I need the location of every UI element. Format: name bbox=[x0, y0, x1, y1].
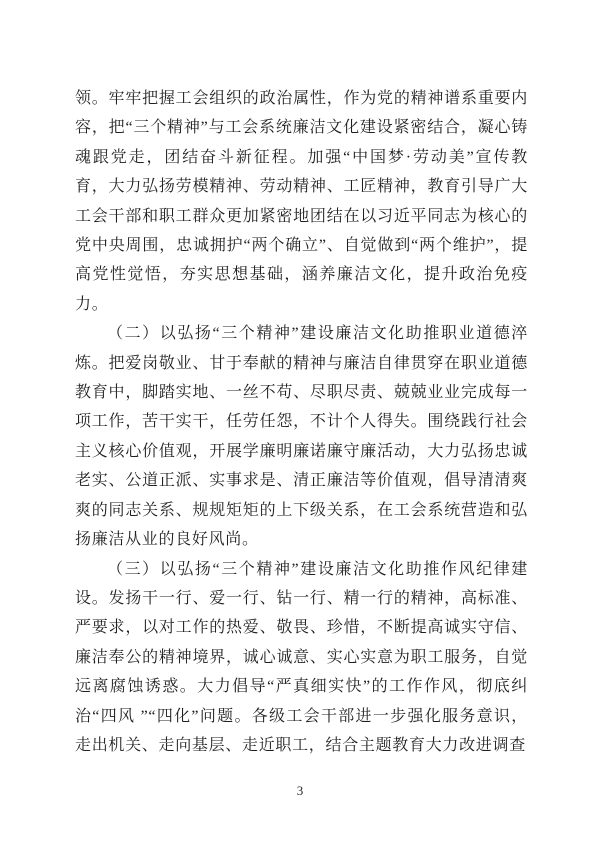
body-text bbox=[75, 84, 528, 760]
page-number: 3 bbox=[296, 783, 304, 798]
page-footer bbox=[0, 782, 600, 800]
paragraph-section-2: （二）以弘扬“三个精神”建设廉洁文化助推职业道德淬炼。把爱岗敬业、甘于奉献的精神与廉洁自律贯穿在职业道德教育中，脚踏实地、一丝不苟、尽职尽责、兢兢业业完成每一项工作，苦干实干，任劳任怨，不计个人得失。围绕践行社会主义核心价值观，开展学廉明廉诺廉守廉活动，大力弘扬忠诚老实、公道正派、实事求是、清正廉洁等价值观，倡导清清爽爽的同志关系、规规矩矩的上下级关系，在工会系统营造和弘扬廉洁从业的良好风尚。 bbox=[75, 325, 528, 549]
paragraph-section-3: （三）以弘扬“三个精神”建设廉洁文化助推作风纪律建设。发扬干一行、爱一行、钻一行、精一行的精神，高标准、严要求，以对工作的热爱、敬畏、珍惜，不断提高诚实守信、廉洁奉公的精神境界，诚心诚意、实心实意为职工服务，自觉远离腐蚀诱惑。大力倡导“严真细实快”的工作作风，彻底纠治“四风 ”“四化”问题。各级工会干部进一步强化服务意识，走出机关、走向基层、走近职工，结合主题教育大力改进调查 bbox=[75, 560, 528, 754]
paragraph-continuation: 领。牢牢把握工会组织的政治属性，作为党的精神谱系重要内容，把“三个精神”与工会系统廉洁文化建设紧密结合，凝心铸魂跟党走，团结奋斗新征程。加强“中国梦·劳动美”宣传教育，大力弘扬劳模精神、劳动精神、工匠精神，教育引导广大工会干部和职工群众更加紧密地团结在以习近平同志为核心的党中央周围，忠诚拥护“两个确立”、自觉做到“两个维护”，提高党性觉悟，夯实思想基础，涵养廉洁文化，提升政治免疫力。 bbox=[75, 90, 528, 313]
